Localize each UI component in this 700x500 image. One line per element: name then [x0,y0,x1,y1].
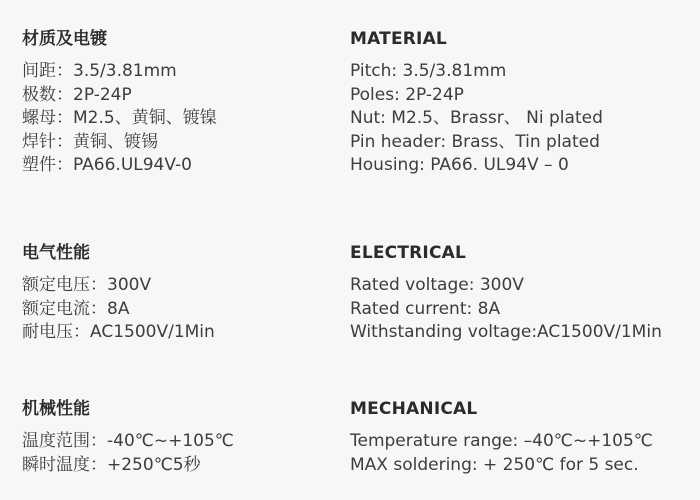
cn-material-heading: 材质及电镀 [22,29,107,49]
en-material-section [350,28,695,178]
cn-material-line: 焊针：黄铜、镀锡 [22,131,158,152]
en-material-line: Poles: 2P-24P [350,84,464,105]
en-electrical-section [350,242,695,345]
en-material-line: Pin header: Brass、Tin plated [350,131,600,152]
cn-material-list [22,60,342,178]
en-material-line: Pitch: 3.5/3.81mm [350,61,507,81]
en-electrical-line: Rated voltage: 300V [350,275,524,295]
cn-mechanical-section [22,398,342,477]
en-mechanical-list [350,430,695,477]
en-material-list [350,60,695,178]
cn-electrical-section [22,242,342,345]
cn-material-line: 间距：3.5/3.81mm [22,61,177,81]
en-electrical-line: Withstanding voltage:AC1500V/1Min [350,322,662,342]
en-mechanical-section [350,398,695,477]
cn-mechanical-line: 温度范围：-40℃~+105℃ [22,431,234,451]
en-material-line: Housing: PA66. UL94V – 0 [350,155,569,175]
cn-electrical-line: 额定电压：300V [22,275,152,295]
cn-electrical-line: 额定电流：8A [22,298,130,319]
cn-material-line: 极数：2P-24P [22,84,132,105]
cn-mechanical-heading: 机械性能 [22,399,90,419]
en-electrical-heading: ELECTRICAL [350,243,467,263]
en-mechanical-line: MAX soldering: + 250℃ for 5 sec. [350,454,639,475]
en-mechanical-heading: MECHANICAL [350,399,478,419]
cn-material-line: 塑件：PA66.UL94V-0 [22,155,192,175]
cn-electrical-heading: 电气性能 [22,243,90,263]
cn-electrical-list [22,274,342,345]
cn-electrical-line: 耐电压：AC1500V/1Min [22,322,215,342]
cn-mechanical-list [22,430,342,477]
en-material-line: Nut: M2.5、Brassr、 Ni plated [350,108,603,128]
cn-material-line: 螺母：M2.5、黄铜、镀镍 [22,108,217,128]
cn-mechanical-line: 瞬时温度：+250℃5秒 [22,454,201,475]
en-electrical-line: Rated current: 8A [350,298,501,319]
cn-material-section [22,28,342,178]
en-mechanical-line: Temperature range: –40℃~+105℃ [350,431,653,451]
en-electrical-list [350,274,695,345]
en-material-heading: MATERIAL [350,29,447,49]
